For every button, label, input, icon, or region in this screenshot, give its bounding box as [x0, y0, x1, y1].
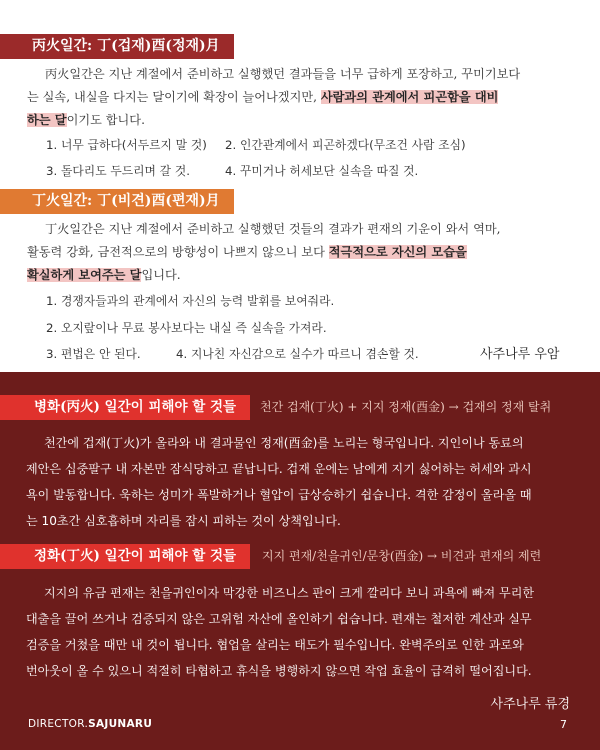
avoid-b-line-3: 검증을 거쳤을 때만 내 것이 됩니다. 협업을 살리는 태도가 필수입니다. 완벽주의로 인한 과로와 [26, 638, 524, 652]
section-a-highlight-2: 하는 달 [27, 113, 67, 127]
avoid-a-line-1 [26, 430, 578, 456]
section-a-line-2-text: 는 실속, 내실을 다지는 달이기에 확장이 늘어나겠지만, [27, 90, 321, 104]
avoid-a-line-1-text: 천간에 겁재(丁火)가 올라와 내 결과물인 정재(酉金)를 노리는 형국입니다. 지인이나 동료의 [44, 436, 524, 450]
top-section [0, 0, 600, 372]
avoid-b-signature: 사주나루 류경 [490, 697, 570, 712]
section-a-header: 丙火일간: 丁(겁재)酉(정재)月 [0, 34, 234, 59]
section-b-line-1 [27, 218, 577, 241]
section-b-highlight-2: 확실하게 보여주는 달 [27, 268, 142, 282]
section-a-highlight-1: 사람과의 관계에서 피곤함을 대비 [320, 90, 499, 104]
avoid-a-paragraph [26, 430, 578, 534]
avoid-b-line-1 [26, 580, 578, 606]
section-b-item-4: 4. 지나친 자신감으로 실수가 따르니 겸손할 것. [176, 347, 419, 361]
avoid-a-line-4: 는 10초간 심호흡하며 자리를 잠시 피하는 것이 상책입니다. [26, 514, 341, 528]
section-a-line-1-text: 丙火일간은 지난 계절에서 준비하고 실행했던 결과들을 너무 급하게 포장하고, 꾸미기보다 [45, 67, 521, 81]
section-b-item-1: 1. 경쟁자들과의 관계에서 자신의 능력 발휘를 보여줘라. [46, 294, 335, 308]
section-a-paragraph [27, 63, 577, 132]
footer-brand-name: SAJUNARU [88, 718, 153, 730]
section-b-line-3-text: 입니다. [141, 268, 181, 282]
section-a-line-3-text: 이기도 합니다. [66, 113, 145, 127]
section-b-line-2-text: 활동력 강화, 금전적으로의 방향성이 나쁘지 않으니 보다 [27, 245, 329, 259]
section-a-item-1: 1. 너무 급하다(서두르지 말 것) [46, 138, 207, 152]
section-a-item-3: 3. 돌다리도 두드리며 갈 것. [46, 164, 190, 178]
avoid-b-label: 정화(丁火) 일간이 피해야 할 것들 [0, 544, 250, 569]
footer-brand [28, 718, 152, 730]
section-b-signature: 사주나루 우암 [480, 347, 560, 362]
section-b-item-2: 2. 오지랖이나 무료 봉사보다는 내실 즉 실속을 가져라. [46, 321, 327, 335]
avoid-b-paragraph [26, 580, 578, 684]
section-b-item-3: 3. 편법은 안 된다. [46, 347, 141, 361]
section-a-line-1 [27, 63, 577, 86]
avoid-b-line-4: 번아웃이 올 수 있으니 적절히 타협하고 휴식을 병행하지 않으면 작업 효율이 급격히 떨어집니다. [26, 664, 532, 678]
section-b-paragraph [27, 218, 577, 287]
section-a-item-4: 4. 꾸미거나 허세보단 실속을 따질 것. [225, 164, 419, 178]
section-b-header: 丁火일간: 丁(비견)酉(편재)月 [0, 189, 234, 214]
page-number: 7 [560, 718, 567, 731]
avoid-b-subtitle: 지지 편재/천을귀인/문창(酉金) → 비견과 편재의 제련 [262, 549, 542, 563]
section-b-line-3 [27, 264, 577, 287]
footer-brand-prefix: DIRECTOR. [28, 718, 89, 730]
avoid-b-line-1-text: 지지의 유금 편재는 천을귀인이자 막강한 비즈니스 판이 크게 깔리다 보니 과욕에 빠져 무리한 [44, 586, 535, 600]
section-b-line-2 [27, 241, 577, 264]
avoid-a-subtitle: 천간 겁재(丁火) + 지지 정재(酉金) → 겁재의 정재 탈취 [260, 400, 552, 414]
section-b-highlight-1: 적극적으로 자신의 모습을 [328, 245, 467, 259]
avoid-a-line-3: 욕이 발동합니다. 욱하는 성미가 폭발하거나 혈압이 급상승하기 쉽습니다. 격한 감정이 올라올 때 [26, 488, 532, 502]
avoid-a-label: 병화(丙火) 일간이 피해야 할 것들 [0, 395, 250, 420]
section-b-line-1-text: 丁火일간은 지난 계절에서 준비하고 실행했던 것들의 결과가 편재의 기운이 와서 역마, [45, 222, 501, 236]
avoid-a-line-2: 제안은 십중팔구 내 자본만 잠식당하고 끝납니다. 겁재 운에는 남에게 지기 싫어하는 허세와 과시 [26, 462, 532, 476]
bottom-section [0, 372, 600, 750]
section-a-item-2: 2. 인간관계에서 피곤하겠다(무조건 사람 조심) [225, 138, 466, 152]
section-a-line-3 [27, 109, 577, 132]
section-a-line-2 [27, 86, 577, 109]
avoid-b-line-2: 대출을 끌어 쓰거나 검증되지 않은 고위험 자산에 올인하기 쉽습니다. 편재는 철저한 계산과 실무 [26, 612, 532, 626]
